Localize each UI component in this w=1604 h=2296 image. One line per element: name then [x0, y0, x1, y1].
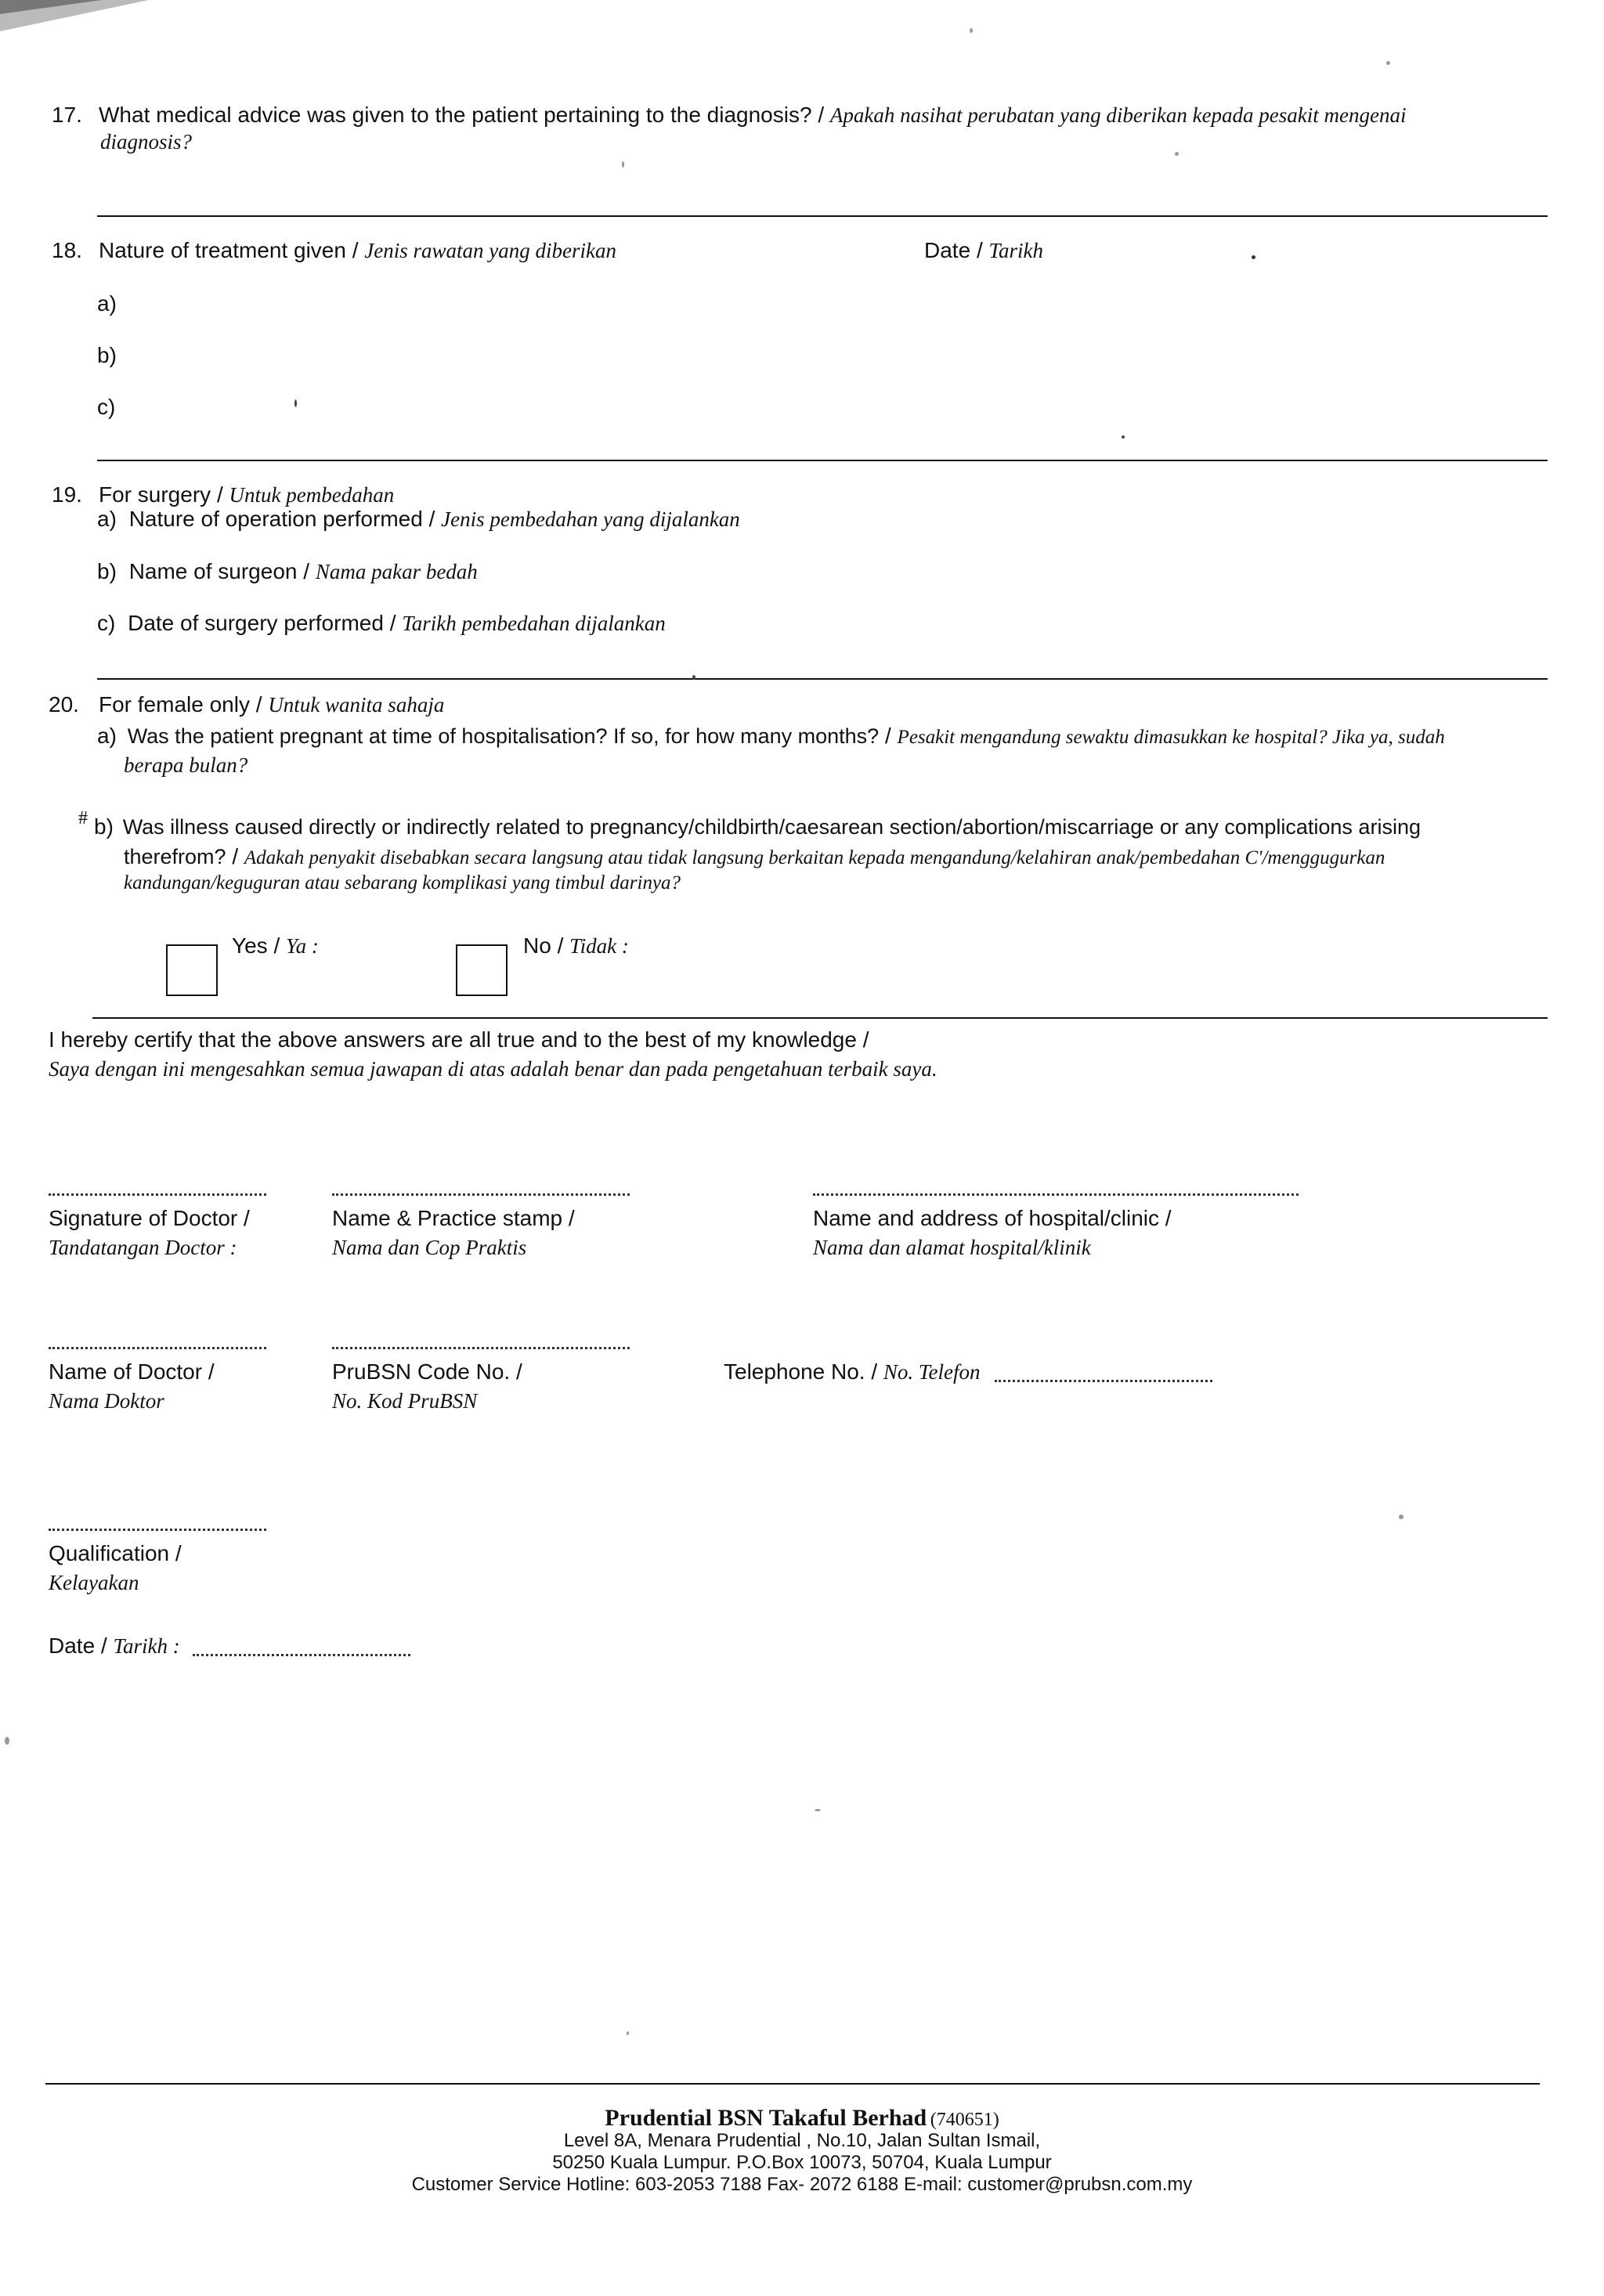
q19-c-text-my: Tarikh pembedahan dijalankan: [402, 612, 666, 635]
q19-b-text: Name of surgeon: [128, 559, 298, 583]
yes-label: Yes / Ya :: [232, 933, 319, 958]
prubsn-code-label: PruBSN Code No. /: [332, 1359, 522, 1384]
q20-b: [94, 813, 1421, 841]
q20-a: a) Was the patient pregnant at time of hospitalisation? If so, for how many months? / Pesakit mengandung sewaktu dimasukkan ke hospital? Jika ya, sudah: [97, 724, 1445, 748]
q19-b: b) Name of surgeon / Nama pakar bedah: [97, 559, 478, 583]
name-stamp-label: Name & Practice stamp /: [332, 1206, 575, 1230]
q20-a-marker: a): [97, 724, 117, 748]
no-label-text-my: Tidak :: [569, 934, 629, 958]
no-label-text: No: [523, 933, 551, 958]
q20-question: For female only / Untuk wanita sahaja: [99, 692, 445, 717]
q17-number: 17.: [52, 103, 82, 127]
q19-a-text: Nature of operation performed: [128, 507, 423, 531]
signature-doctor-label-my: Tandatangan Doctor :: [49, 1236, 237, 1259]
scan-speck: [692, 675, 695, 680]
q19-divider: [97, 678, 1548, 680]
scan-speck: [627, 2031, 629, 2035]
q20-b-text-my-cont: kandungan/keguguran atau sebarang komplikasi yang timbul darinya?: [124, 872, 681, 893]
q19-text-my: Untuk pembedahan: [229, 483, 395, 507]
q17-text-my-cont: diagnosis?: [100, 130, 193, 153]
yes-checkbox[interactable]: [166, 944, 218, 996]
telephone-label: [724, 1358, 980, 1386]
q18-item-a: a): [97, 291, 117, 316]
q18-date-label: Date / Tarikh: [924, 238, 1044, 262]
prubsn-code-line[interactable]: [332, 1347, 630, 1349]
qualification-label: Qualification /: [49, 1541, 182, 1565]
telephone-label-text-my: No. Telefon: [883, 1360, 981, 1384]
q17-question: What medical advice was given to the patient pertaining to the diagnosis? / Apakah nasihat perubatan yang diberikan kepada pesakit mengenai: [99, 103, 1407, 127]
scan-speck: [1122, 435, 1125, 439]
prubsn-code-label-my: No. Kod PruBSN: [332, 1389, 478, 1413]
footer-company-name: Prudential BSN Takaful Berhad: [605, 2105, 927, 2131]
yes-label-text-my: Ya :: [286, 934, 319, 958]
date-label-text: Date /: [49, 1634, 107, 1658]
q19-a-marker: a): [97, 507, 117, 531]
q20-b-mark: #: [78, 808, 88, 829]
scan-speck: [5, 1737, 9, 1745]
q18-question: Nature of treatment given / Jenis rawatan yang diberikan: [99, 238, 617, 262]
q19-c-marker: c): [97, 611, 116, 635]
qualification-label-my: Kelayakan: [49, 1571, 139, 1594]
scan-speck: [815, 1809, 821, 1811]
scan-speck: [1252, 255, 1255, 259]
date-label-text-my: Tarikh :: [113, 1634, 180, 1658]
qualification-line[interactable]: [49, 1529, 266, 1531]
q20-divider: [92, 1017, 1548, 1019]
q20-b-text-cont: therefrom?: [124, 845, 226, 868]
hospital-line[interactable]: [813, 1193, 1299, 1196]
q20-b-text: Was illness caused directly or indirectly related to pregnancy/childbirth/caesarean section/abortion/miscarriage or any complications arising: [122, 815, 1421, 839]
date-label: [49, 1632, 180, 1660]
scan-corner-artifact: [0, 0, 149, 31]
q19-c: c) Date of surgery performed / Tarikh pembedahan dijalankan: [97, 611, 666, 635]
q18-item-b: b): [97, 343, 117, 367]
q18-text-my: Jenis rawatan yang diberikan: [364, 239, 617, 262]
q19-question: For surgery / Untuk pembedahan: [99, 482, 395, 507]
q18-date-text: Date: [924, 238, 971, 262]
q19-b-text-my: Nama pakar bedah: [315, 560, 478, 583]
signature-doctor-line[interactable]: [49, 1193, 266, 1196]
q19-a-text-my: Jenis pembedahan yang dijalankan: [441, 507, 740, 531]
q19-b-marker: b): [97, 559, 117, 583]
no-checkbox[interactable]: [456, 944, 508, 996]
no-label: No / Tidak :: [523, 933, 629, 958]
telephone-label-text: Telephone No. /: [724, 1359, 878, 1384]
signature-doctor-label: Signature of Doctor /: [49, 1206, 250, 1230]
q20-text: For female only: [99, 692, 250, 717]
hospital-label: Name and address of hospital/clinic /: [813, 1206, 1172, 1230]
q18-date-text-my: Tarikh: [988, 239, 1044, 262]
doctor-name-line[interactable]: [49, 1347, 266, 1349]
footer-contact: Customer Service Hotline: 603-2053 7188 Fax- 2072 6188 E-mail: customer@prubsn.com.my: [411, 2174, 1193, 2195]
name-stamp-label-my: Nama dan Cop Praktis: [332, 1236, 527, 1259]
name-stamp-line[interactable]: [332, 1193, 630, 1196]
q19-a: a) Nature of operation performed / Jenis pembedahan yang dijalankan: [97, 507, 740, 531]
q18-number: 18.: [52, 238, 82, 262]
date-line[interactable]: [193, 1654, 410, 1656]
footer-address1: Level 8A, Menara Prudential , No.10, Jalan Sultan Ismail,: [563, 2130, 1041, 2151]
scan-speck: [622, 161, 624, 168]
q19-c-text: Date of surgery performed: [128, 611, 384, 635]
footer-divider: [45, 2083, 1540, 2085]
q20-text-my: Untuk wanita sahaja: [268, 693, 445, 717]
scan-speck: [1386, 61, 1390, 65]
hospital-label-my: Nama dan alamat hospital/klinik: [813, 1236, 1091, 1259]
scan-speck: [1399, 1514, 1404, 1519]
scan-speck: [294, 399, 297, 407]
q20-a-text-my: Pesakit mengandung sewaktu dimasukkan ke hospital? Jika ya, sudah: [897, 727, 1445, 748]
q18-text: Nature of treatment given: [99, 238, 346, 262]
footer-address2: 50250 Kuala Lumpur. P.O.Box 10073, 50704, Kuala Lumpur: [552, 2152, 1052, 2173]
footer-company-no: (740651): [930, 2110, 999, 2130]
scan-speck: [970, 28, 973, 33]
doctor-name-label-my: Nama Doktor: [49, 1389, 164, 1413]
doctor-name-label: Name of Doctor /: [49, 1359, 215, 1384]
q20-b-cont: therefrom? / Adakah penyakit disebabkan secara langsung atau tidak langsung berkaitan kepada mengandung/kelahiran anak/pembedahan C'/menggugurkan: [124, 844, 1385, 868]
q20-b-marker: b): [94, 814, 114, 839]
q20-a-text: Was the patient pregnant at time of hospitalisation? If so, for how many months?: [127, 724, 880, 748]
footer-company: [0, 2105, 1604, 2132]
q19-number: 19.: [52, 482, 82, 507]
q20-b-text-my: Adakah penyakit disebabkan secara langsung atau tidak langsung berkaitan kepada mengandung/kelahiran anak/pembedahan C'/menggugurkan: [244, 847, 1385, 868]
q20-a-text-my-cont: berapa bulan?: [124, 753, 248, 777]
telephone-line[interactable]: [995, 1380, 1212, 1382]
q20-number: 20.: [49, 692, 79, 717]
q18-divider: [97, 460, 1548, 461]
q17-text: What medical advice was given to the patient pertaining to the diagnosis?: [99, 103, 812, 127]
q17-divider: [97, 215, 1548, 217]
scan-speck: [1175, 152, 1179, 156]
q19-text: For surgery: [99, 482, 211, 507]
q18-item-c: c): [97, 395, 116, 419]
yes-label-text: Yes: [232, 933, 268, 958]
q17-text-my: Apakah nasihat perubatan yang diberikan kepada pesakit mengenai: [829, 103, 1407, 127]
certify-text: I hereby certify that the above answers are all true and to the best of my knowledge /: [49, 1027, 869, 1052]
certify-text-my: Saya dengan ini mengesahkan semua jawapan di atas adalah benar dan pada pengetahuan terbaik saya.: [49, 1057, 937, 1081]
